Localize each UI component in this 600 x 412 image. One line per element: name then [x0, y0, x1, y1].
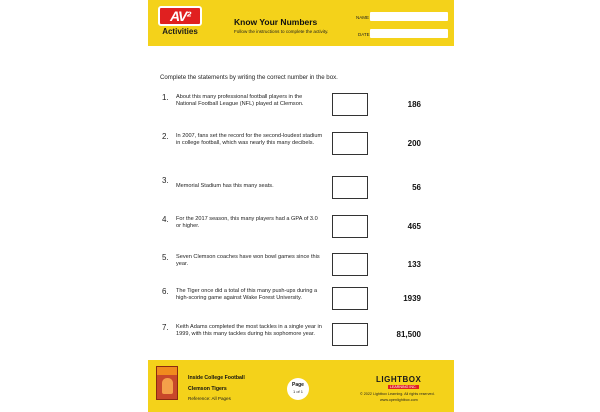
question-text: The Tiger once did a total of this many push-ups during a high-scoring game against Wake Forest University. — [176, 288, 318, 301]
book-cover-image — [156, 366, 178, 400]
question-number: 7. — [162, 323, 169, 332]
copyright-text: © 2022 Lightbox Learning. All rights reserved. — [360, 392, 435, 396]
name-field[interactable] — [370, 12, 448, 21]
series-title: Inside College Football — [188, 375, 245, 381]
answer-value: 465 — [407, 222, 421, 231]
name-label: NAME — [356, 15, 370, 20]
answer-value: 81,500 — [396, 330, 421, 339]
question-text: Seven Clemson coaches have won bowl games since this year. — [176, 254, 320, 267]
worksheet-page — [148, 0, 454, 412]
question-text: For the 2017 season, this many players had a GPA of 3.0 or higher. — [176, 216, 318, 229]
page-number: 1 of 1 — [292, 389, 303, 394]
logo-badge — [158, 6, 202, 26]
page-badge — [287, 378, 309, 400]
footer-bar — [148, 360, 454, 412]
question-number: 1. — [162, 93, 169, 102]
question-number: 4. — [162, 215, 169, 224]
header-bar — [148, 0, 454, 46]
answer-value: 56 — [412, 183, 421, 192]
answer-box[interactable] — [332, 93, 368, 116]
worksheet-instructions: Follow the instructions to complete the activity. — [234, 29, 329, 34]
answer-value: 133 — [407, 260, 421, 269]
logo-text: AV² — [169, 8, 191, 24]
logo-subtitle: Activities — [162, 27, 198, 36]
answer-box[interactable] — [332, 176, 368, 199]
question-text: About this many professional football players in the National Football League (NFL) played at Clemson. — [176, 94, 304, 107]
date-label: DATE — [358, 32, 370, 37]
question-number: 3. — [162, 176, 169, 185]
website-url: www.openlightbox.com — [380, 398, 418, 402]
date-field[interactable] — [370, 29, 448, 38]
answer-box[interactable] — [332, 132, 368, 155]
worksheet-title: Know Your Numbers — [234, 17, 318, 27]
av2-logo — [154, 6, 206, 42]
answer-box[interactable] — [332, 253, 368, 276]
answer-value: 200 — [407, 139, 421, 148]
lightbox-logo: LIGHTBOX — [376, 375, 422, 384]
answer-value: 1939 — [403, 294, 421, 303]
reference-text: Reference: All Pages — [188, 396, 231, 401]
answer-box[interactable] — [332, 287, 368, 310]
answer-value: 186 — [407, 100, 421, 109]
answer-box[interactable] — [332, 323, 368, 346]
page-label: Page — [292, 382, 304, 388]
question-number: 5. — [162, 253, 169, 262]
question-text: In 2007, fans set the record for the second-loudest stadium in college football, which was nearly this many decibels. — [176, 133, 323, 146]
book-title: Clemson Tigers — [188, 386, 227, 392]
lightbox-logo-sub: LEARNING INC. — [390, 385, 417, 389]
question-number: 6. — [162, 287, 169, 296]
answer-box[interactable] — [332, 215, 368, 238]
intro-text: Complete the statements by writing the correct number in the box. — [160, 74, 338, 81]
question-text: Keith Adams completed the most tackles in a single year in 1999, with this many tackles during his sophomore year. — [176, 324, 322, 337]
question-text: Memorial Stadium has this many seats. — [176, 183, 274, 189]
question-number: 2. — [162, 132, 169, 141]
